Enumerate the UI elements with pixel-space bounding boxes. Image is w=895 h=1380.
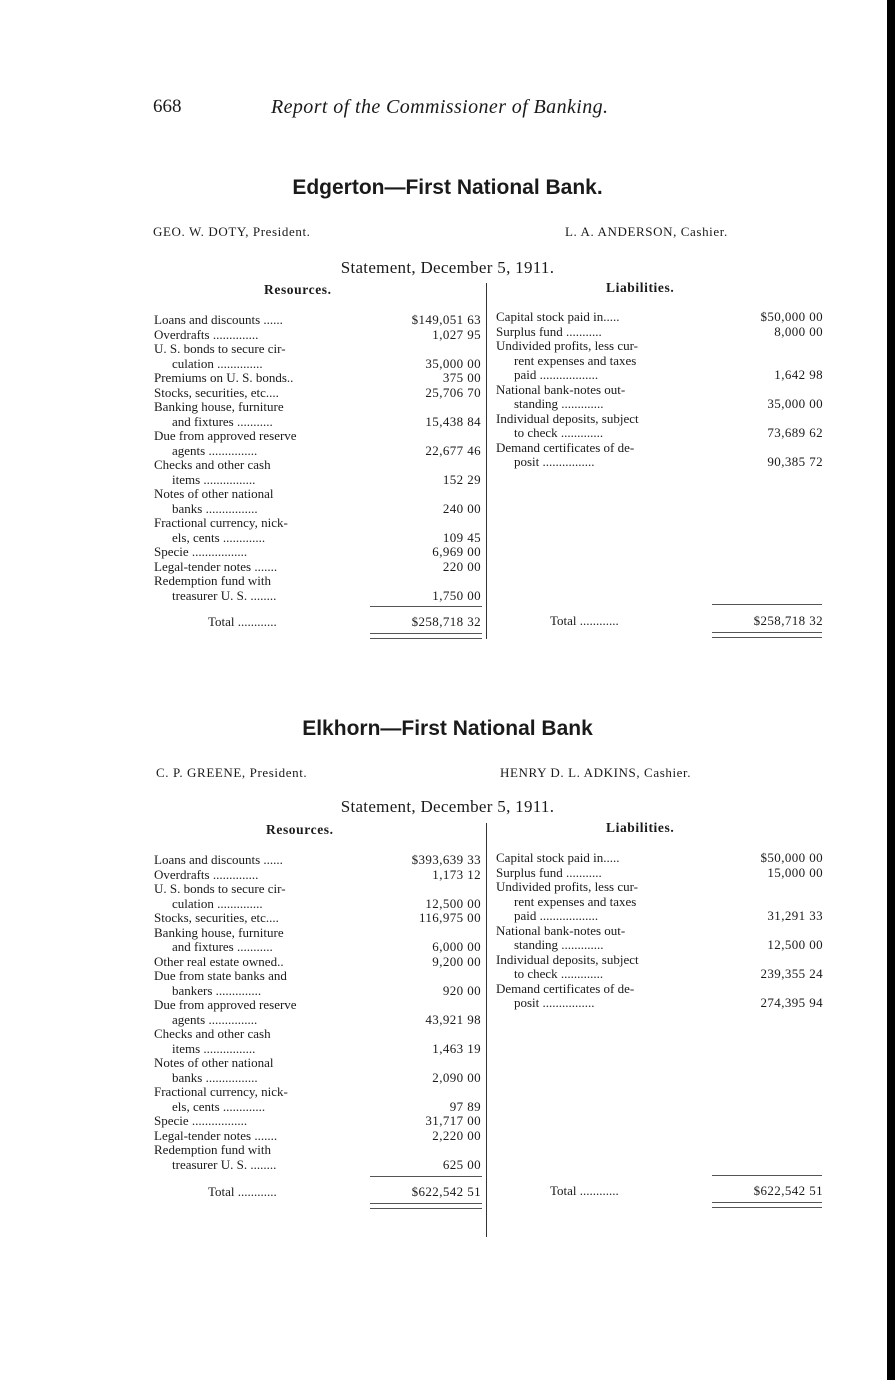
- line-label: Undivided profits, less cur-: [496, 880, 638, 894]
- total-rule-bottom: [370, 633, 482, 639]
- line-label: els, cents .............: [172, 1099, 266, 1114]
- line-label: Stocks, securities, etc....: [154, 911, 279, 925]
- line-amount: $50,000 00: [760, 850, 823, 865]
- line-label: Overdrafts ..............: [154, 327, 259, 342]
- line-amount: 22,677 46: [425, 442, 481, 458]
- total-rule-bottom: [712, 632, 822, 638]
- line-label: posit ................: [514, 996, 595, 1010]
- total-label: Total ............: [550, 613, 619, 628]
- line-label: Surplus fund ...........: [496, 865, 602, 880]
- line-label: banks ................: [172, 1070, 258, 1085]
- line-amount: 35,000 00: [767, 396, 823, 411]
- total-rule-bottom: [712, 1202, 822, 1208]
- line-amount: 15,000 00: [767, 864, 823, 880]
- line-label: Redemption fund with: [154, 574, 271, 588]
- line-label: standing .............: [514, 938, 604, 952]
- line-label: U. S. bonds to secure cir-: [154, 342, 286, 356]
- line-label: treasurer U. S. ........: [172, 1157, 277, 1172]
- line-amount: 274,395 94: [760, 995, 823, 1010]
- page-header: [153, 96, 713, 126]
- line-amount: 43,921 98: [425, 1011, 481, 1027]
- line-amount: 220 00: [442, 558, 481, 574]
- line-label: culation ..............: [172, 356, 263, 371]
- total-rule-top: [712, 604, 822, 605]
- line-label: Premiums on U. S. bonds..: [154, 371, 294, 385]
- line-amount: 12,500 00: [767, 937, 823, 952]
- line-label: U. S. bonds to secure cir-: [154, 882, 286, 896]
- line-amount: 9,200 00: [432, 953, 481, 969]
- line-label: culation ..............: [172, 896, 263, 911]
- total-label: Total ............: [208, 1184, 277, 1199]
- line-label: National bank-notes out-: [496, 923, 626, 938]
- line-amount: 15,438 84: [425, 413, 481, 429]
- line-label: bankers ..............: [172, 983, 262, 998]
- page-number: 668: [153, 96, 182, 117]
- page-edge-rule: [887, 0, 895, 1380]
- cashier-name: L. A. ANDERSON, Cashier.: [565, 224, 728, 239]
- total-resources-amount: $622,542 51: [411, 1184, 481, 1199]
- line-label: posit ................: [514, 455, 595, 469]
- total-rule-top: [370, 606, 482, 607]
- line-label: Stocks, securities, etc....: [154, 385, 279, 400]
- line-label: to check .............: [514, 967, 604, 981]
- line-label: and fixtures ...........: [172, 414, 273, 429]
- line-amount: $149,051 63: [411, 312, 481, 327]
- resources-heading: Resources.: [266, 822, 334, 837]
- column-divider: [486, 283, 487, 639]
- line-label: Individual deposits, subject: [496, 952, 639, 967]
- line-label: Undivided profits, less cur-: [496, 339, 638, 353]
- line-label: Due from state banks and: [154, 969, 287, 983]
- line-label: standing .............: [514, 397, 604, 411]
- liabilities-heading: Liabilities.: [606, 820, 675, 835]
- line-label: items ................: [172, 1041, 256, 1056]
- line-amount: 625 00: [442, 1156, 481, 1172]
- line-label: to check .............: [514, 426, 604, 440]
- line-label: Fractional currency, nick-: [154, 516, 288, 530]
- line-amount: 31,717 00: [425, 1113, 481, 1128]
- bank-title: Edgerton—First National Bank.: [292, 176, 603, 199]
- line-label: Notes of other national: [154, 487, 274, 501]
- line-label: Notes of other national: [154, 1056, 274, 1070]
- line-amount: 920 00: [442, 982, 481, 998]
- line-amount: 1,173 12: [432, 866, 481, 882]
- line-amount: $393,639 33: [411, 852, 481, 867]
- line-label: National bank-notes out-: [496, 382, 626, 397]
- line-label: banks ................: [172, 501, 258, 516]
- line-amount: 6,000 00: [432, 939, 481, 954]
- total-rule-bottom: [370, 1203, 482, 1209]
- statement-date: Statement, December 5, 1911.: [340, 797, 555, 816]
- line-label: treasurer U. S. ........: [172, 588, 277, 603]
- resources-heading: Resources.: [264, 282, 332, 297]
- line-label: Overdrafts ..............: [154, 867, 259, 882]
- line-amount: 1,027 95: [432, 326, 481, 342]
- line-label: Banking house, furniture: [154, 400, 284, 414]
- running-title: Report of the Commissioner of Banking.: [271, 96, 609, 118]
- president-name: GEO. W. DOTY, President.: [153, 224, 311, 239]
- total-label: Total ............: [208, 614, 277, 629]
- line-label: rent expenses and taxes: [514, 353, 637, 368]
- line-label: Legal-tender notes .......: [154, 1128, 278, 1143]
- line-label: Loans and discounts ......: [154, 313, 283, 327]
- line-label: Specie .................: [154, 1114, 248, 1128]
- line-amount: 239,355 24: [760, 966, 823, 981]
- line-label: and fixtures ...........: [172, 940, 273, 954]
- line-label: Due from approved reserve: [154, 429, 297, 443]
- line-label: items ................: [172, 472, 256, 487]
- line-label: agents ...............: [172, 443, 258, 458]
- line-label: agents ...............: [172, 1012, 258, 1027]
- line-label: Specie .................: [154, 545, 248, 559]
- bank-title: Elkhorn—First National Bank: [302, 717, 593, 740]
- line-amount: 97 89: [449, 1098, 481, 1114]
- line-label: Loans and discounts ......: [154, 853, 283, 867]
- line-label: Redemption fund with: [154, 1143, 271, 1157]
- line-amount: $50,000 00: [760, 309, 823, 324]
- cashier-name: HENRY D. L. ADKINS, Cashier.: [500, 765, 692, 780]
- liabilities-heading: Liabilities.: [606, 280, 675, 295]
- line-amount: 2,090 00: [432, 1069, 481, 1085]
- line-amount: 152 29: [442, 471, 481, 487]
- column-divider: [486, 823, 487, 1237]
- line-label: Demand certificates of de-: [496, 440, 635, 455]
- line-label: Checks and other cash: [154, 458, 271, 472]
- line-amount: 90,385 72: [767, 454, 823, 469]
- line-amount: 375 00: [442, 370, 481, 385]
- line-amount: 35,000 00: [425, 355, 481, 371]
- line-amount: 8,000 00: [774, 323, 823, 339]
- line-label: paid ..................: [514, 368, 599, 382]
- line-label: Checks and other cash: [154, 1027, 271, 1041]
- line-amount: 25,706 70: [425, 384, 481, 400]
- line-amount: 73,689 62: [767, 425, 823, 440]
- line-label: Banking house, furniture: [154, 925, 284, 940]
- line-label: Capital stock paid in.....: [496, 310, 620, 324]
- total-liabilities-amount: $258,718 32: [753, 613, 823, 628]
- line-label: rent expenses and taxes: [514, 894, 637, 909]
- line-label: Demand certificates of de-: [496, 981, 635, 996]
- line-amount: 1,463 19: [432, 1040, 481, 1056]
- statement-date: Statement, December 5, 1911.: [340, 258, 555, 277]
- line-amount: 116,975 00: [418, 910, 481, 925]
- line-amount: 31,291 33: [767, 908, 823, 923]
- line-label: Fractional currency, nick-: [154, 1085, 288, 1099]
- total-liabilities-amount: $622,542 51: [753, 1183, 823, 1198]
- line-label: Other real estate owned..: [154, 954, 284, 969]
- line-label: els, cents .............: [172, 530, 266, 545]
- line-label: Surplus fund ...........: [496, 324, 602, 339]
- line-label: paid ..................: [514, 909, 599, 923]
- line-amount: 240 00: [442, 500, 481, 516]
- line-label: Due from approved reserve: [154, 998, 297, 1012]
- line-amount: 1,750 00: [432, 587, 481, 603]
- total-resources-amount: $258,718 32: [411, 614, 481, 629]
- line-amount: 6,969 00: [432, 544, 481, 559]
- line-label: Legal-tender notes .......: [154, 559, 278, 574]
- total-label: Total ............: [550, 1183, 619, 1198]
- total-rule-top: [712, 1175, 822, 1176]
- line-amount: 12,500 00: [425, 895, 481, 911]
- line-label: Individual deposits, subject: [496, 411, 639, 426]
- line-amount: 1,642 98: [774, 367, 823, 382]
- president-name: C. P. GREENE, President.: [156, 765, 308, 780]
- line-amount: 2,220 00: [432, 1127, 481, 1143]
- line-amount: 109 45: [442, 529, 481, 545]
- total-rule-top: [370, 1176, 482, 1177]
- line-label: Capital stock paid in.....: [496, 851, 620, 865]
